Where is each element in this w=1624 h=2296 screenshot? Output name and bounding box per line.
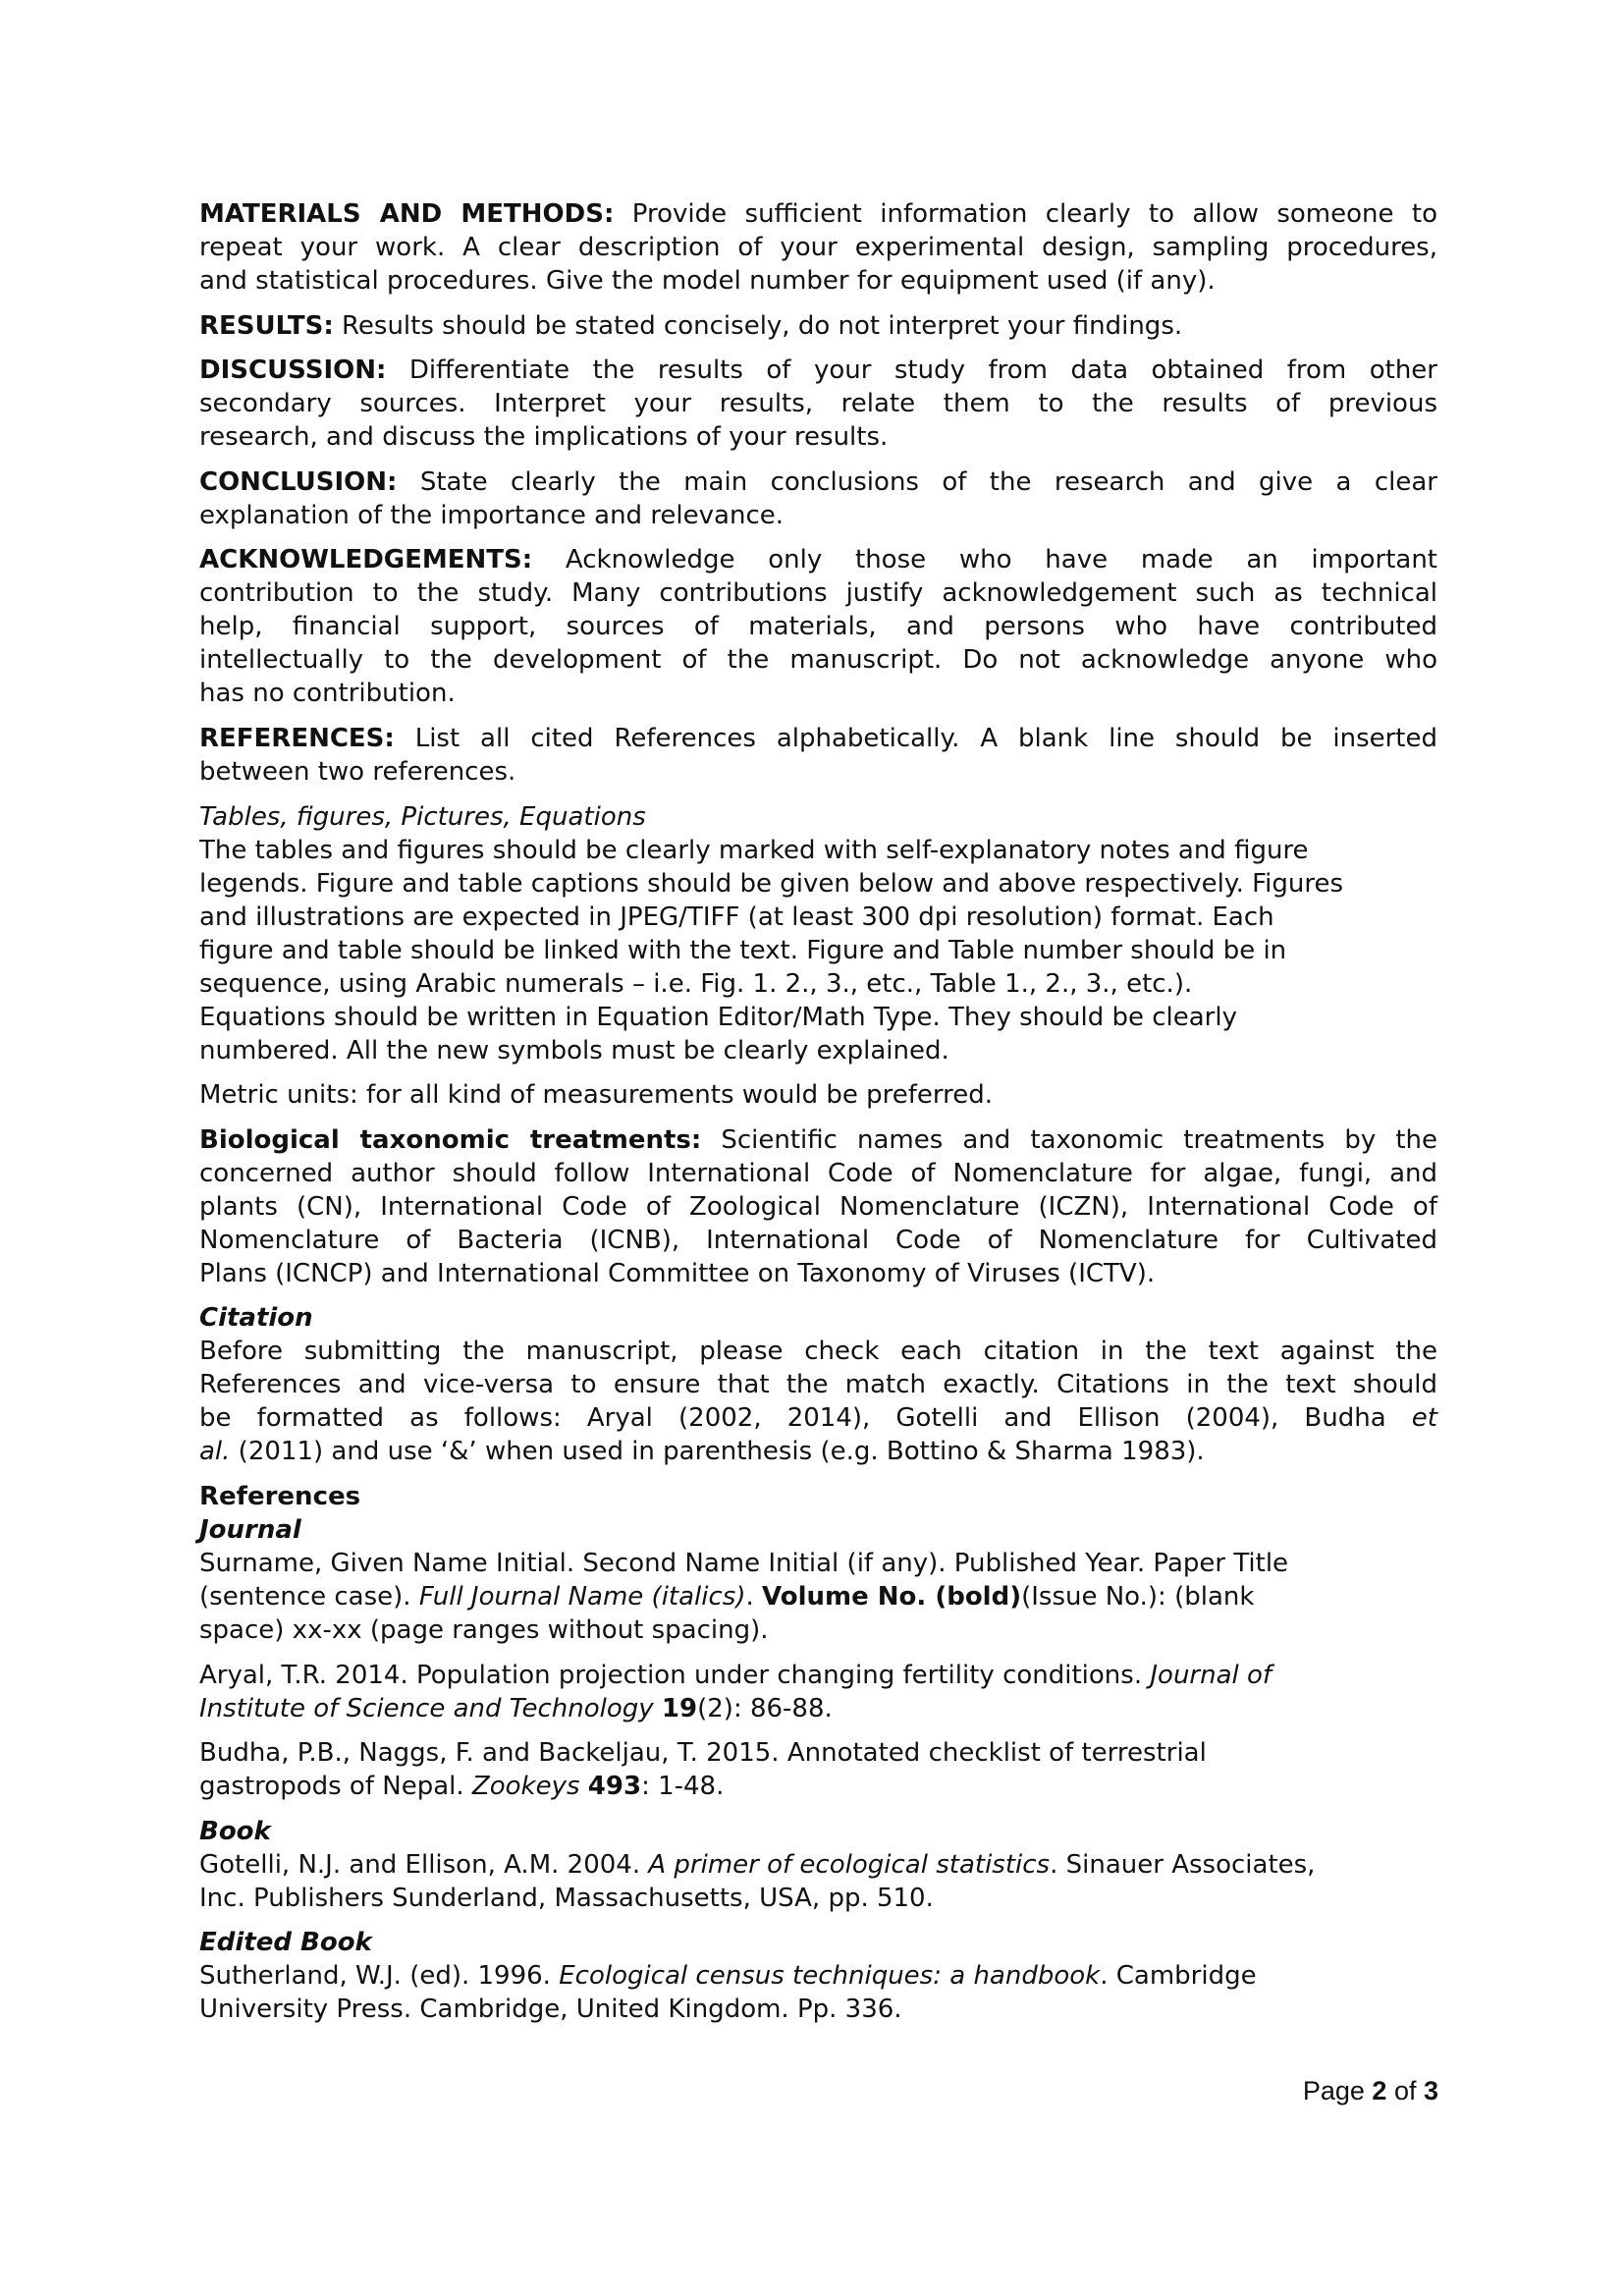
text-run: Inc. Publishers Sunderland, Massachusetts, USA, pp. 510.: [199, 1883, 934, 1913]
text-line: [199, 901, 1437, 934]
bold-text: Edited Book: [199, 1928, 372, 1958]
text-run: contribution to the study. Many contributions justify acknowledgement such as technical: [199, 578, 1437, 609]
text-run: Sutherland, W.J. (ed). 1996.: [199, 1961, 560, 1992]
text-line: [199, 1368, 1437, 1401]
text-line: [199, 1123, 1437, 1157]
text-line: [199, 197, 1437, 231]
text-run: concerned author should follow International Code of Nomenclature for algae, fungi, and: [199, 1158, 1437, 1188]
text-line: [199, 1257, 1437, 1290]
bold-text: REFERENCES:: [199, 723, 395, 753]
page-number: [1303, 2076, 1438, 2106]
text-run: Scientific names and taxonomic treatments by the: [701, 1124, 1437, 1155]
text-line: [199, 543, 1437, 576]
text-line: [199, 1815, 1437, 1848]
italic-text: A primer of ecological statistics: [648, 1849, 1051, 1880]
paragraph-materials-and-methods: [199, 197, 1437, 298]
paragraph-metric-units: [199, 1078, 1437, 1112]
text-run: plants (CN), International Code of Zoological Nomenclature (ICZN), International Code of: [199, 1191, 1437, 1222]
text-run: has no contribution.: [199, 679, 456, 709]
italic-text: et: [1411, 1403, 1437, 1434]
bold-text: Volume No. (bold): [762, 1581, 1022, 1612]
bold-text: CONCLUSION:: [199, 466, 398, 497]
paragraph-discussion: [199, 354, 1437, 454]
text-run: research, and discuss the implications of your results.: [199, 422, 889, 453]
text-run: be formatted as follows: Aryal (2002, 2014), Gotelli and Ellison (2004), Budha: [199, 1403, 1412, 1434]
text-line: [199, 1190, 1437, 1224]
text-line: [199, 354, 1437, 387]
text-line: [199, 264, 1437, 298]
text-line: [199, 1513, 1437, 1547]
text-run: space) xx-xx (page ranges without spacing).: [199, 1614, 769, 1645]
italic-text: Institute of Science and Technology: [199, 1693, 654, 1723]
text-line: [199, 1078, 1437, 1112]
bold-text: Book: [199, 1816, 271, 1846]
text-line: [199, 1224, 1437, 1257]
text-line: [199, 1926, 1437, 1959]
text-line: [199, 576, 1437, 610]
text-run: . Cambridge: [1100, 1961, 1257, 1992]
text-line: [199, 800, 1437, 834]
text-run: gastropods of Nepal.: [199, 1772, 472, 1802]
bold-text: Biological taxonomic treatments:: [199, 1124, 702, 1155]
text-run: State clearly the main conclusions of the research and give a clear: [397, 466, 1437, 497]
text-run: sequence, using Arabic numerals – i.e. Fig. 1. 2., 3., etc., Table 1., 2., 3., etc.).: [199, 968, 1193, 999]
text-line: [199, 1301, 1437, 1335]
text-line: [199, 1613, 1437, 1647]
of-label: of: [1386, 2076, 1424, 2105]
text-line: [199, 387, 1437, 420]
text-line: [199, 867, 1437, 901]
paragraph-tables-figures: [199, 800, 1437, 1067]
text-line: [199, 1993, 1437, 2026]
text-run: secondary sources. Interpret your results, relate them to the results of previous: [199, 389, 1437, 419]
text-line: [199, 1335, 1437, 1368]
bold-text: MATERIALS AND METHODS:: [199, 199, 615, 229]
paragraph-citation: [199, 1301, 1437, 1468]
text-line: [199, 834, 1437, 867]
text-line: [199, 1401, 1437, 1435]
text-run: explanation of the importance and relevance.: [199, 500, 785, 530]
text-line: [199, 1034, 1437, 1067]
text-line: [199, 499, 1437, 532]
text-run: (2011) and use ‘&’ when used in parenthesis (e.g. Bottino & Sharma 1983).: [230, 1437, 1205, 1467]
text-run: and illustrations are expected in JPEG/TIFF (at least 300 dpi resolution) format. Each: [199, 902, 1274, 932]
text-line: [199, 309, 1437, 343]
text-line: [199, 1001, 1437, 1034]
text-run: Gotelli, N.J. and Ellison, A.M. 2004.: [199, 1849, 649, 1880]
text-line: [199, 1848, 1437, 1882]
paragraph-biological-taxonomic-treatments: [199, 1123, 1437, 1290]
text-run: (sentence case).: [199, 1581, 419, 1612]
text-line: [199, 1770, 1437, 1803]
text-run: List all cited References alphabetically. A blank line should be inserted: [394, 723, 1437, 753]
text-line: [199, 677, 1437, 710]
paragraph-conclusion: [199, 465, 1437, 532]
bold-text: 493: [587, 1772, 642, 1802]
text-run: Before submitting the manuscript, please check each citation in the text against the: [199, 1337, 1437, 1367]
text-line: [199, 967, 1437, 1001]
text-line: [199, 1435, 1437, 1468]
current-page: 2: [1372, 2076, 1387, 2105]
paragraph-acknowledgements: [199, 543, 1437, 710]
text-run: intellectually to the development of the manuscript. Do not acknowledge anyone who: [199, 645, 1437, 676]
italic-text: Ecological census techniques: a handbook: [559, 1961, 1101, 1992]
text-run: Provide sufficient information clearly to allow someone to: [614, 199, 1437, 229]
text-run: Acknowledge only those who have made an important: [532, 545, 1437, 575]
text-run: between two references.: [199, 756, 516, 787]
text-line: [199, 722, 1437, 755]
text-line: [199, 1959, 1437, 1993]
paragraph-edited-book-example: [199, 1926, 1437, 2026]
text-run: (2): 86-88.: [697, 1693, 833, 1723]
paragraph-references-journal-format: [199, 1480, 1437, 1647]
text-run: [580, 1772, 588, 1801]
paragraph-book-example: [199, 1815, 1437, 1915]
text-line: [199, 1157, 1437, 1190]
text-line: [199, 934, 1437, 967]
text-line: [199, 755, 1437, 789]
text-line: [199, 1692, 1437, 1725]
text-line: [199, 420, 1437, 454]
text-line: [199, 1580, 1437, 1613]
text-run: : 1-48.: [641, 1772, 725, 1802]
text-run: .: [745, 1581, 763, 1612]
text-run: Metric units: for all kind of measurements would be preferred.: [199, 1080, 994, 1111]
text-run: figure and table should be linked with the text. Figure and Table number should be in: [199, 935, 1287, 965]
page-label: Page: [1302, 2076, 1373, 2105]
text-line: [199, 1736, 1437, 1770]
italic-text: al.: [199, 1437, 231, 1467]
italic-text: Tables, figures, Pictures, Equations: [199, 801, 646, 832]
text-run: numbered. All the new symbols must be clearly explained.: [199, 1035, 949, 1066]
bold-text: ACKNOWLEDGEMENTS:: [199, 545, 533, 575]
text-run: Nomenclature of Bacteria (ICNB), International Code of Nomenclature for Cultivated: [199, 1225, 1437, 1255]
text-run: Aryal, T.R. 2014. Population projection under changing fertility conditions.: [199, 1660, 1151, 1690]
text-run: repeat your work. A clear description of your experimental design, sampling procedures,: [199, 233, 1437, 262]
italic-text: Full Journal Name (italics): [418, 1581, 746, 1612]
text-run: Equations should be written in Equation Editor/Math Type. They should be clearly: [199, 1002, 1237, 1032]
text-run: The tables and figures should be clearly marked with self-explanatory notes and figure: [199, 835, 1309, 865]
italic-text: Zookeys: [471, 1772, 580, 1802]
text-line: [199, 465, 1437, 499]
text-run: University Press. Cambridge, United Kingdom. Pp. 336.: [199, 1995, 902, 2025]
text-line: [199, 643, 1437, 677]
bold-text: References: [199, 1481, 361, 1511]
text-run: References and vice-versa to ensure that the match exactly. Citations in the text should: [199, 1370, 1437, 1400]
text-run: . Sinauer Associates,: [1050, 1849, 1316, 1880]
bold-text: DISCUSSION:: [199, 355, 387, 386]
text-line: [199, 1547, 1437, 1580]
bold-text: 19: [661, 1693, 698, 1723]
bold-text: Journal: [199, 1514, 301, 1545]
text-run: and statistical procedures. Give the model number for equipment used (if any).: [199, 266, 1216, 296]
text-run: Differentiate the results of your study from data obtained from other: [386, 355, 1437, 386]
text-run: legends. Figure and table captions should be given below and above respectively. Figures: [199, 868, 1344, 899]
paragraph-reference-budha: [199, 1736, 1437, 1803]
paragraph-reference-aryal: [199, 1659, 1437, 1725]
total-pages: 3: [1423, 2076, 1438, 2105]
text-run: Budha, P.B., Naggs, F. and Backeljau, T. 2015. Annotated checklist of terrestrial: [199, 1738, 1207, 1769]
text-run: help, financial support, sources of materials, and persons who have contributed: [199, 612, 1437, 642]
text-line: [199, 1659, 1437, 1692]
text-line: [199, 1480, 1437, 1513]
text-line: [199, 610, 1437, 643]
text-run: [654, 1694, 662, 1723]
text-run: Surname, Given Name Initial. Second Name Initial (if any). Published Year. Paper Title: [199, 1548, 1289, 1578]
text-line: [199, 231, 1437, 264]
text-line: [199, 1882, 1437, 1915]
bold-text: RESULTS:: [199, 310, 334, 341]
paragraph-references-instructions: [199, 722, 1437, 789]
text-run: Results should be stated concisely, do not interpret your findings.: [333, 310, 1183, 341]
italic-text: Journal of: [1150, 1660, 1272, 1690]
text-run: (Issue No.): (blank: [1021, 1581, 1255, 1612]
paragraph-results: [199, 309, 1437, 343]
text-run: Plans (ICNCP) and International Committee on Taxonomy of Viruses (ICTV).: [199, 1258, 1156, 1288]
bold-text: Citation: [199, 1303, 313, 1334]
document-body: [199, 197, 1437, 2038]
